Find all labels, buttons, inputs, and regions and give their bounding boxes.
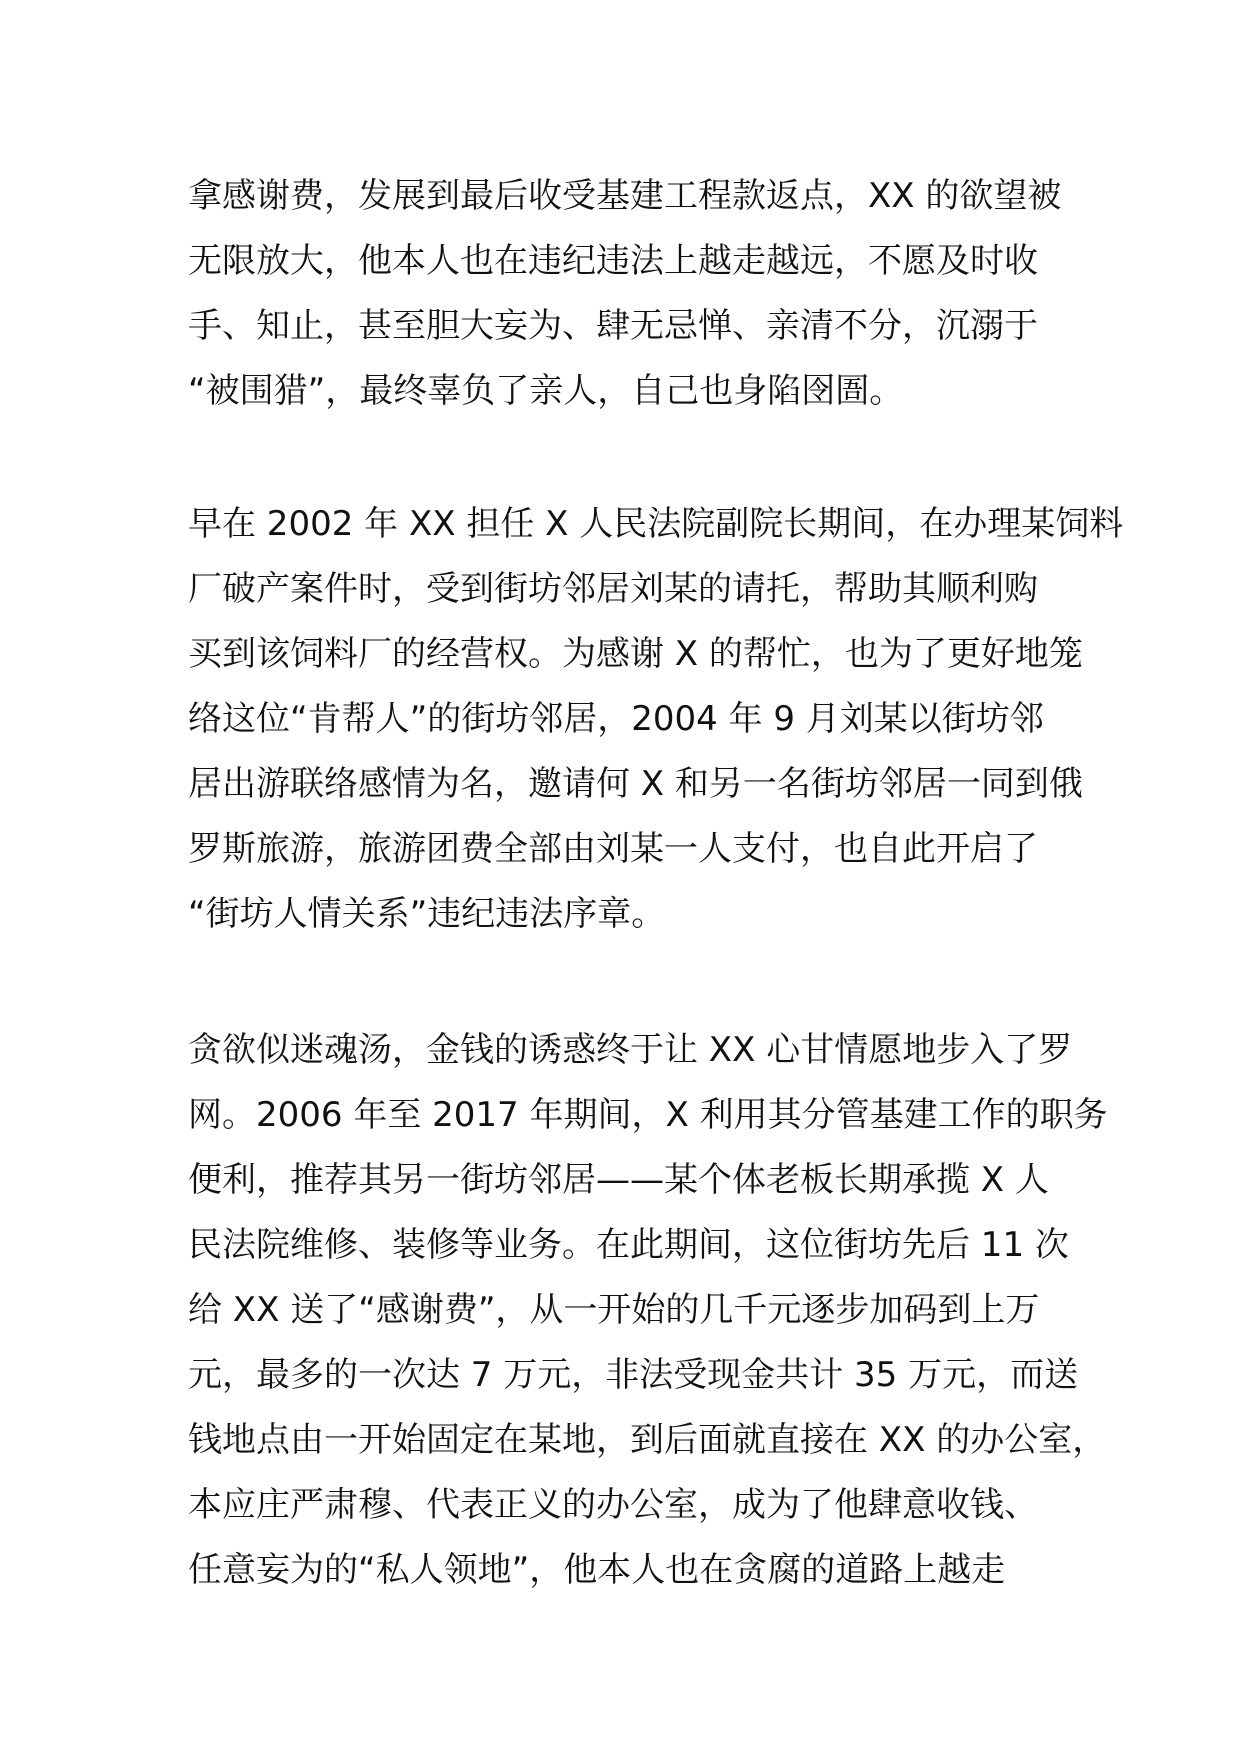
text-line: 便利，推荐其另一街坊邻居——某个体老板长期承揽 X 人 (188, 1160, 1049, 1200)
text-line: 厂破产案件时，受到街坊邻居刘某的请托，帮助其顺利购 (188, 569, 1038, 609)
text-line: 元，最多的一次达 7 万元，非法受现金共计 35 万元，而送 (188, 1355, 1079, 1395)
text-line: 贪欲似迷魂汤，金钱的诱惑终于让 XX 心甘情愿地步入了罗 (188, 1030, 1073, 1070)
text-line: 买到该饲料厂的经营权。为感谢 X 的帮忙，也为了更好地笼 (188, 634, 1083, 674)
text-line: “街坊人情关系”违纪违法序章。 (188, 894, 666, 934)
paragraph-2 (188, 492, 1124, 947)
text-line: 民法院维修、装修等业务。在此期间，这位街坊先后 11 次 (188, 1225, 1069, 1265)
text-line: 早在 2002 年 XX 担任 X 人民法院副院长期间，在办理某饲料 (188, 504, 1124, 544)
text-line: 拿感谢费，发展到最后收受基建工程款返点，XX 的欲望被 (188, 176, 1062, 216)
text-line: 罗斯旅游，旅游团费全部由刘某一人支付，也自此开启了 (188, 829, 1038, 869)
text-line: 网。2006 年至 2017 年期间，X 利用其分管基建工作的职务 (188, 1095, 1108, 1135)
paragraph-3 (188, 1018, 1108, 1603)
text-line: 手、知止，甚至胆大妄为、肆无忌惮、亲清不分，沉溺于 (188, 306, 1038, 346)
text-line: 本应庄严肃穆、代表正义的办公室，成为了他肆意收钱、 (188, 1485, 1038, 1525)
text-line: 给 XX 送了“感谢费”，从一开始的几千元逐步加码到上万 (188, 1290, 1040, 1330)
text-line: “被围猎”，最终辜负了亲人，自己也身陷囹圄。 (188, 371, 904, 411)
text-line: 无限放大，他本人也在违纪违法上越走越远，不愿及时收 (188, 241, 1038, 281)
text-line: 任意妄为的“私人领地”，他本人也在贪腐的道路上越走 (188, 1550, 1006, 1590)
text-line: 居出游联络感情为名，邀请何 X 和另一名街坊邻居一同到俄 (188, 764, 1083, 804)
text-line: 钱地点由一开始固定在某地，到后面就直接在 XX 的办公室， (188, 1420, 1107, 1460)
paragraph-1 (188, 164, 1088, 424)
text-line: 络这位“肯帮人”的街坊邻居，2004 年 9 月刘某以街坊邻 (188, 699, 1044, 739)
